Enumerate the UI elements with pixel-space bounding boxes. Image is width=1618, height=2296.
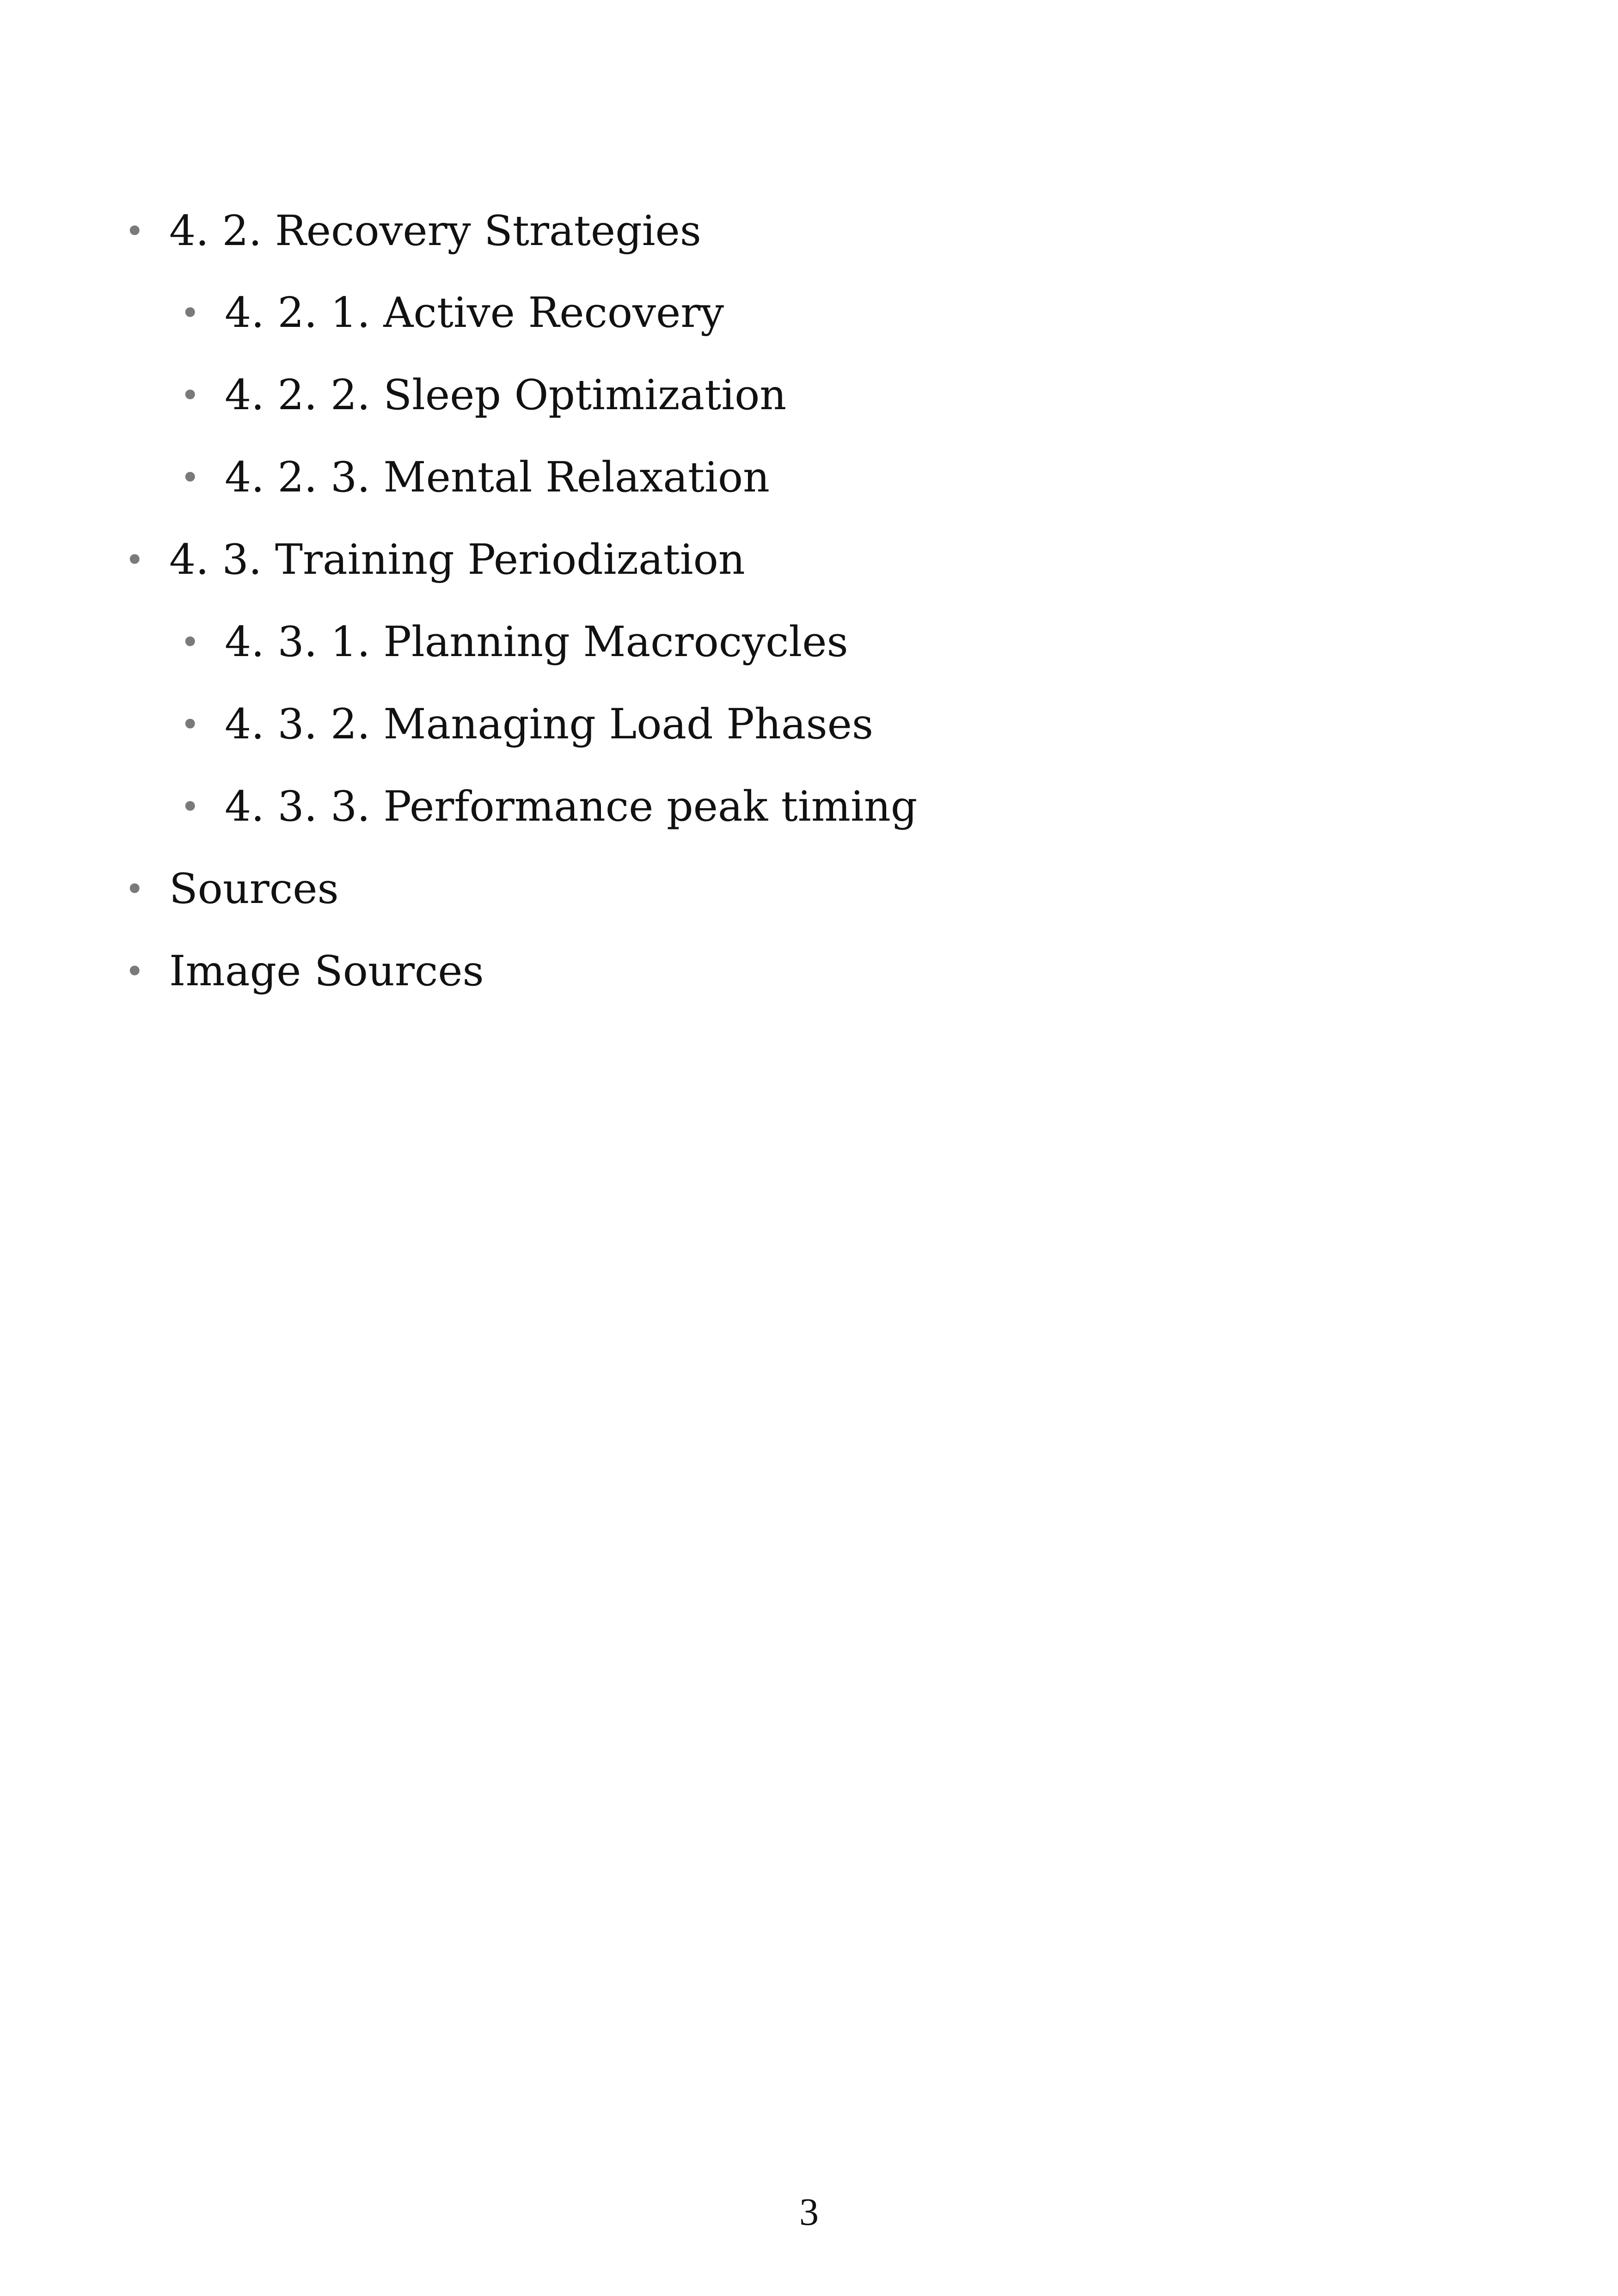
page-number: 3	[799, 2191, 819, 2234]
bullet-icon: •	[180, 376, 200, 415]
bullet-icon: •	[125, 540, 145, 579]
toc-item-label: 4. 3. Training Periodization	[169, 535, 745, 584]
bullet-icon: •	[180, 623, 200, 662]
toc-item-label: 4. 3. 3. Performance peak timing	[225, 782, 918, 831]
bullet-icon: •	[125, 952, 145, 991]
toc-item-label: Sources	[169, 865, 339, 913]
bullet-icon: •	[180, 294, 200, 332]
toc-item-label: 4. 3. 1. Planning Macrocycles	[225, 618, 848, 666]
bullet-icon: •	[180, 705, 200, 744]
toc-item-label: 4. 2. Recovery Strategies	[169, 207, 701, 255]
bullet-icon: •	[180, 458, 200, 497]
toc-item-label: 4. 3. 2. Managing Load Phases	[225, 700, 874, 749]
toc-item-label: 4. 2. 2. Sleep Optimization	[225, 371, 787, 419]
toc-item-label: 4. 2. 3. Mental Relaxation	[225, 453, 770, 502]
bullet-icon: •	[125, 870, 145, 909]
bullet-icon: •	[180, 787, 200, 826]
toc-item-label: Image Sources	[169, 947, 484, 995]
bullet-icon: •	[125, 212, 145, 251]
toc-item-label: 4. 2. 1. Active Recovery	[225, 289, 724, 337]
